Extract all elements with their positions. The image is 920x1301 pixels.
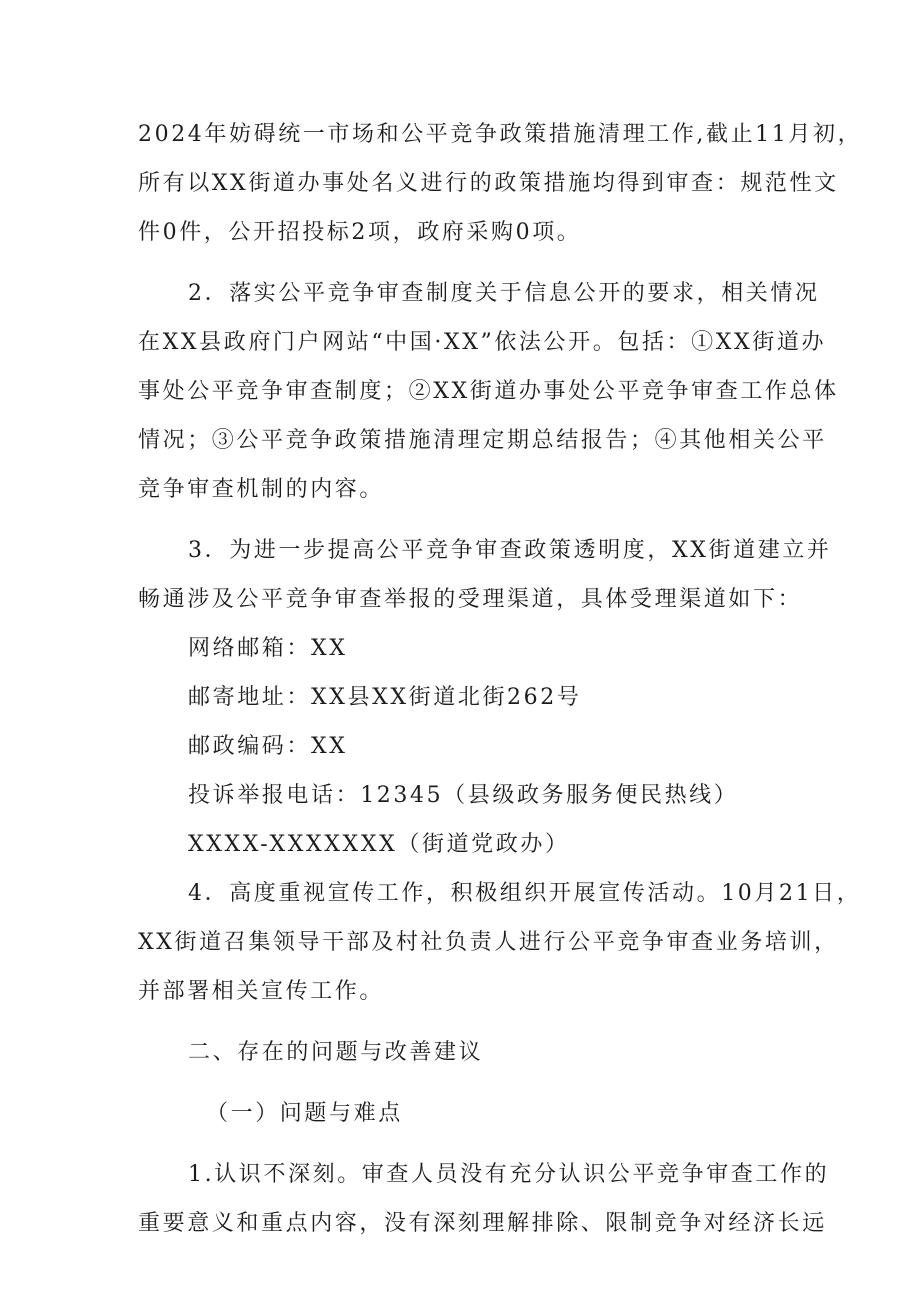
body-line: 情况；③公平竞争政策措施清理定期总结报告；④其他相关公平 <box>138 428 827 453</box>
body-line: 所有以XX街道办事处名义进行的政策措施均得到审查：规范性文 <box>138 171 839 196</box>
paragraph-gap <box>138 1077 798 1089</box>
body-line: 2024年妨碍统一市场和公平竞争政策措施清理工作,截止11月初， <box>138 122 863 147</box>
body-line: 事处公平竞争审查制度；②XX街道办事处公平竞争审查工作总体 <box>138 379 839 404</box>
body-line: 在XX县政府门户网站“中国·XX”依法公开。包括：①XX街道办 <box>138 330 827 355</box>
contact-line: 投诉举报电话：12345（县级政务服务便民热线） <box>188 783 739 808</box>
body-line: 畅通涉及公平竞争审查举报的受理渠道，具体受理渠道如下： <box>138 587 803 612</box>
contact-line: 网络邮箱：XX <box>188 636 348 661</box>
body-line: 1.认识不深刻。审查人员没有充分认识公平竞争审查工作的 <box>188 1162 830 1187</box>
body-line: 2．落实公平竞争审查制度关于信息公开的要求，相关情况 <box>188 281 820 306</box>
body-line: 4．高度重视宣传工作，积极组织开展宣传活动。10月21日， <box>188 881 862 906</box>
body-line: 重要意义和重点内容，没有深刻理解排除、限制竞争对经济长远 <box>138 1211 827 1236</box>
body-line: 并部署相关宣传工作。 <box>138 979 385 1004</box>
section-heading: 二、存在的问题与改善建议 <box>188 1040 484 1065</box>
paragraph-gap <box>138 1138 798 1150</box>
body-line: XX街道召集领导干部及村社负责人进行公平竞争审查业务培训， <box>138 930 839 955</box>
subsection-heading: （一）问题与难点 <box>206 1101 403 1126</box>
body-line: 件0件，公开招投标2项，政府采购0项。 <box>138 220 582 245</box>
paragraph-gap <box>138 514 798 526</box>
paragraph-gap <box>138 1016 798 1028</box>
body-line: 竞争审查机制的内容。 <box>138 477 385 502</box>
body-line: 3．为进一步提高公平竞争审查政策透明度，XX街道建立并 <box>188 538 832 563</box>
paragraph-gap <box>138 257 798 269</box>
contact-line: 邮寄地址：XX县XX街道北街262号 <box>188 685 582 710</box>
contact-line: 邮政编码：XX <box>188 734 348 759</box>
document-body <box>138 110 863 1248</box>
contact-line: XXXX-XXXXXXX（街道党政办） <box>188 832 570 857</box>
